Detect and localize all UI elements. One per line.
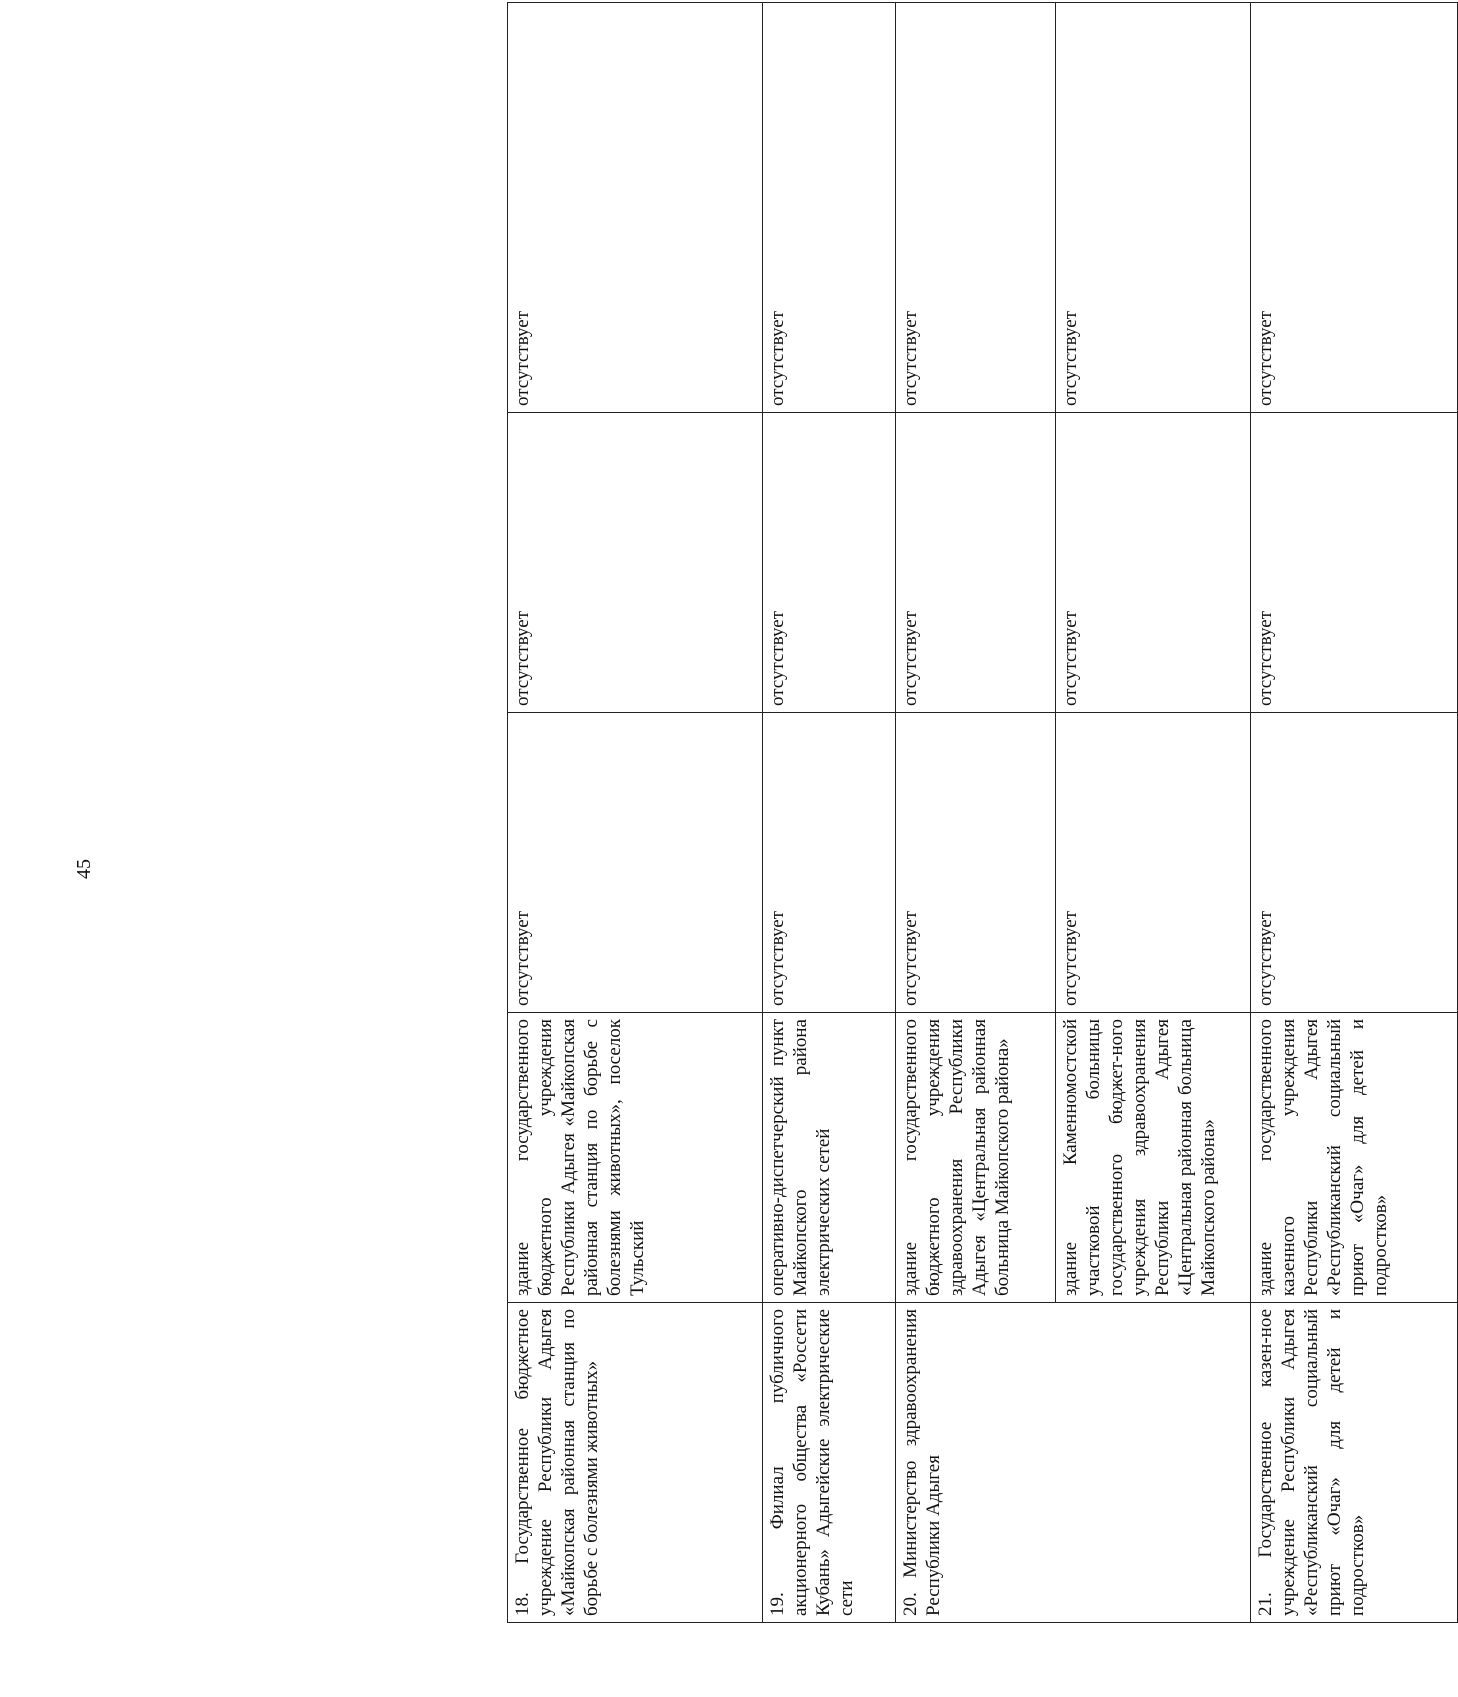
organization-cell: 20. Министерство здравоохранения Республики Адыгея <box>896 1303 1251 1623</box>
value-cell: отсутствует <box>896 413 1056 713</box>
value-cell: отсутствует <box>1251 3 1458 413</box>
value-cell: отсутствует <box>1251 413 1458 713</box>
value-cell: отсутствует <box>1056 713 1251 1013</box>
object-cell: здание Каменномостской участковой больницы государственного бюджет-ного учреждения здравоохранения Республики Адыгея «Центральная районная больница Майкопского района» <box>1056 1013 1251 1303</box>
value-cell: отсутствует <box>1251 713 1458 1013</box>
object-cell: здание государственного бюджетного учреждения Республики Адыгея «Майкопская районная станция по борьбе с болезнями животных», поселок Тульский <box>508 1013 763 1303</box>
value-cell: отсутствует <box>763 3 896 413</box>
value-cell: отсутствует <box>508 713 763 1013</box>
value-cell: отсутствует <box>508 413 763 713</box>
value-cell: отсутствует <box>896 3 1056 413</box>
table-row <box>896 3 1056 1623</box>
organization-cell: 19. Филиал публичного акционерного общества «Россети Кубань» Адыгейские электрические сети <box>763 1303 896 1623</box>
value-cell: отсутствует <box>1056 3 1251 413</box>
table-row <box>1251 3 1458 1623</box>
document-table-container <box>507 3 1457 1623</box>
value-cell: отсутствует <box>1056 413 1251 713</box>
object-cell: здание государственного казенного учреждения Республики Адыгея «Республиканский социальный приют «Очаг» для детей и подростков» <box>1251 1013 1458 1303</box>
table-row <box>763 3 896 1623</box>
object-cell: здание государственного бюджетного учреждения здравоохранения Республики Адыгея «Центральная районная больница Майкопского района» <box>896 1013 1056 1303</box>
value-cell: отсутствует <box>763 713 896 1013</box>
organization-cell: 18. Государственное бюджетное учреждение Республики Адыгея «Майкопская районная станция по борьбе с болезнями животных» <box>508 1303 763 1623</box>
document-table <box>507 2 1458 1623</box>
value-cell: отсутствует <box>896 713 1056 1013</box>
value-cell: отсутствует <box>508 3 763 413</box>
organization-cell: 21. Государственное казен-ное учреждение Республики Адыгея «Республиканский социальный приют «Очаг» для детей и подростков» <box>1251 1303 1458 1623</box>
value-cell: отсутствует <box>763 413 896 713</box>
page-number: 45 <box>73 859 95 879</box>
object-cell: оперативно-диспетчерский пункт Майкопского района электрических сетей <box>763 1013 896 1303</box>
table-row <box>508 3 763 1623</box>
